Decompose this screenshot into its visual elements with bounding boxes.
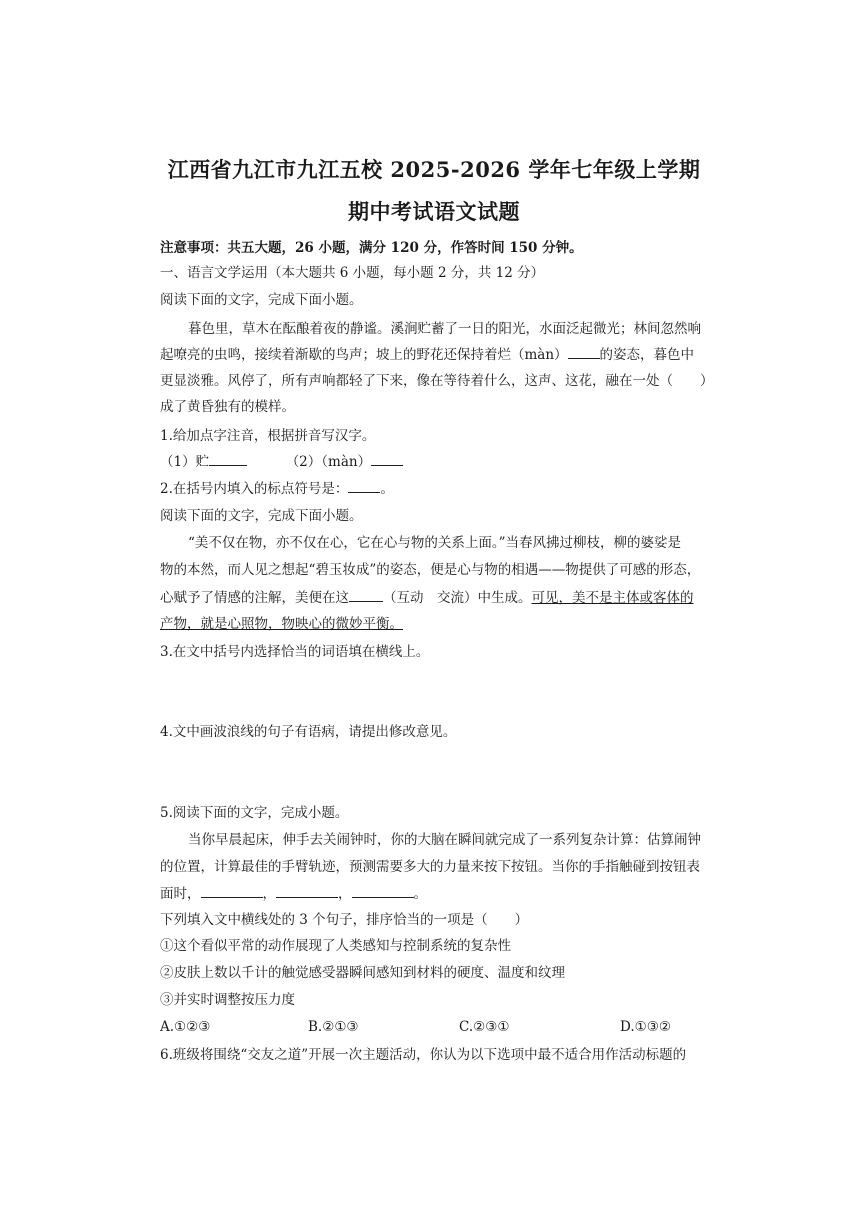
answer-blank[interactable] bbox=[568, 346, 600, 359]
question-1-parts bbox=[160, 453, 720, 471]
sentence-option-1: ①这个看似平常的动作展现了人类感知与控制系统的复杂性 bbox=[160, 938, 511, 954]
wavy-sentence-part2: 产物，就是心照物，物映心的微妙平衡。 bbox=[160, 616, 403, 632]
choice-d[interactable]: D.①③② bbox=[620, 1019, 671, 1035]
wavy-sentence-part1: 可见，美不是主体或客体的 bbox=[531, 590, 694, 606]
question-1: 1.给加点字注音，根据拼音写汉字。 bbox=[160, 428, 376, 444]
passage3-line2: 的位置，计算最佳的手臂轨迹，预测需要多大的力量来按下按钮。当你的手指触碰到按钮表 bbox=[160, 859, 700, 875]
passage1-line2-end: 的姿态，暮色中 bbox=[599, 347, 695, 363]
choice-b[interactable]: B.②①③ bbox=[308, 1019, 359, 1035]
passage2-line3-text: 心赋予了情感的注解，美便在这 bbox=[160, 590, 349, 606]
question-5-stem: 下列填入文中横线处的 3 个句子，排序恰当的一项是（ ） bbox=[160, 912, 529, 928]
reading-instruction-1: 阅读下面的文字，完成下面小题。 bbox=[160, 292, 363, 308]
passage2-choices: （互动 交流）中生成。 bbox=[383, 590, 532, 606]
passage2-line2: 物的本然，而人见之想起“碧玉妆成”的姿态，便是心与物的相遇——物提供了可感的形态， bbox=[160, 562, 701, 578]
section-heading: 一、语言文学运用（本大题共 6 小题，每小题 2 分，共 12 分） bbox=[160, 265, 545, 281]
choice-a[interactable]: A.①②③ bbox=[160, 1019, 211, 1035]
reading-instruction-2: 阅读下面的文字，完成下面小题。 bbox=[160, 508, 363, 524]
question-2-end: 。 bbox=[380, 481, 394, 497]
exam-title-line2: 期中考试语文试题 bbox=[348, 199, 520, 224]
answer-blank-5a[interactable] bbox=[201, 885, 263, 898]
passage3-line3: 面时， ， ， 。 bbox=[160, 886, 427, 902]
passage1-line2 bbox=[160, 346, 720, 364]
answer-blank-5c[interactable] bbox=[352, 885, 414, 898]
exam-notice: 注意事项：共五大题，26 小题，满分 120 分，作答时间 150 分钟。 bbox=[160, 240, 583, 256]
answer-blank-2[interactable] bbox=[348, 480, 380, 493]
question-1a: （1）贮 bbox=[160, 454, 210, 470]
answer-blank-5b[interactable] bbox=[276, 885, 338, 898]
passage1-line1: 暮色里，草木在酝酿着夜的静谧。溪涧贮蓄了一日的阳光，水面泛起微光；林间忽然响 bbox=[188, 321, 701, 337]
question-5: 5.阅读下面的文字，完成小题。 bbox=[160, 805, 349, 821]
question-4: 4.文中画波浪线的句子有语病，请提出修改意见。 bbox=[160, 724, 457, 740]
exam-title-line1: 江西省九江市九江五校 2025-2026 学年七年级上学期 bbox=[167, 157, 701, 182]
sentence-option-2: ②皮肤上数以千计的触觉感受器瞬间感知到材料的硬度、温度和纹理 bbox=[160, 965, 565, 981]
question-1b: （2）（màn） bbox=[285, 454, 372, 470]
passage2-line3 bbox=[160, 589, 720, 607]
answer-blank-1b[interactable] bbox=[371, 453, 403, 466]
passage3-line1: 当你早晨起床，伸手去关闹钟时，你的大脑在瞬间就完成了一系列复杂计算：估算闹钟 bbox=[188, 832, 701, 848]
question-6: 6.班级将围绕“交友之道”开展一次主题活动，你认为以下选项中最不适合用作活动标题的 bbox=[160, 1047, 687, 1063]
answer-blank-3[interactable] bbox=[349, 589, 383, 602]
passage2-line1: “美不仅在物，亦不仅在心，它在心与物的关系上面。”当春风拂过柳枝，柳的婆娑是 bbox=[188, 535, 682, 551]
question-2-text: 2.在括号内填入的标点符号是： bbox=[160, 481, 349, 497]
choice-c[interactable]: C.②③① bbox=[459, 1019, 510, 1035]
passage1-line3: 更显淡雅。风停了，所有声响都轻了下来，像在等待着什么，这声、这花，融在一处（ ） bbox=[160, 373, 714, 389]
passage3-line3-text: 面时， bbox=[160, 886, 201, 902]
question-2 bbox=[160, 480, 720, 498]
passage1-line4: 成了黄昏独有的模样。 bbox=[160, 399, 295, 415]
passage1-line2-text: 起嘹亮的虫鸣，接续着渐歇的鸟声；坡上的野花还保持着烂（màn） bbox=[160, 347, 568, 363]
answer-blank-1a[interactable] bbox=[209, 453, 247, 466]
question-3: 3.在文中括号内选择恰当的词语填在横线上。 bbox=[160, 644, 430, 660]
sentence-option-3: ③并实时调整按压力度 bbox=[160, 992, 295, 1008]
